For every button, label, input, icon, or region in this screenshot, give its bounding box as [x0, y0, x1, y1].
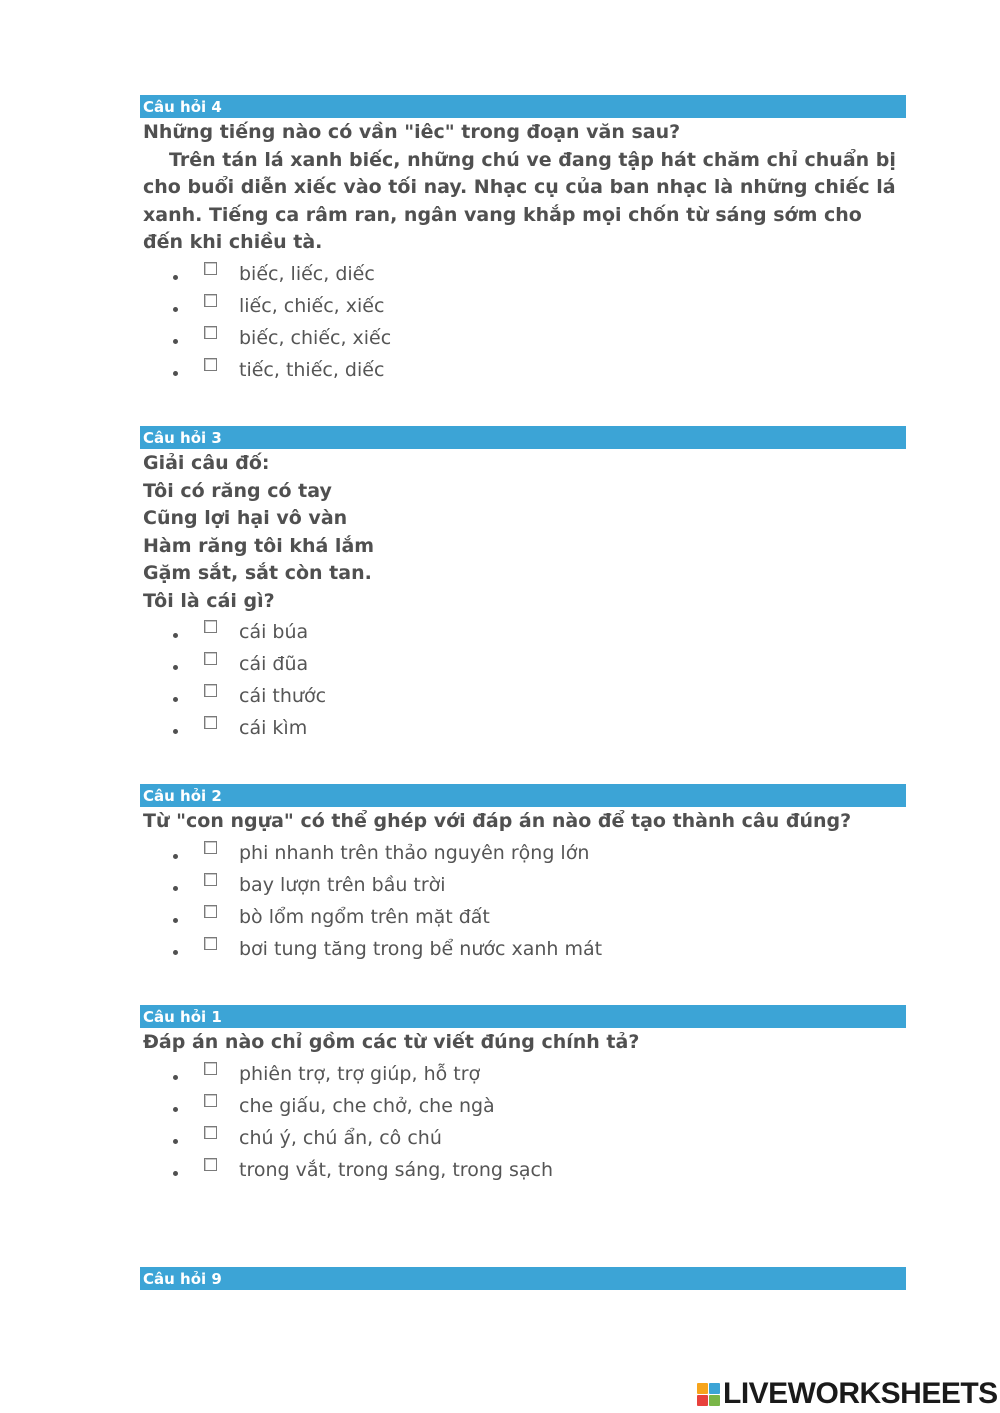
bullet-icon	[173, 339, 178, 344]
question-line: Tôi là cái gì?	[143, 589, 275, 612]
option-label: cái đũa	[239, 653, 309, 675]
checkbox[interactable]	[204, 326, 217, 339]
checkbox[interactable]	[204, 841, 217, 854]
option-label: cái thước	[239, 685, 327, 707]
bullet-icon	[173, 371, 178, 376]
bullet-icon	[173, 1171, 178, 1176]
bullet-icon	[173, 275, 178, 280]
question-header: Câu hỏi 1	[140, 1005, 906, 1028]
question-line: Tôi có răng có tay	[143, 479, 332, 502]
bullet-icon	[173, 1139, 178, 1144]
option-label: tiếc, thiếc, diếc	[239, 359, 385, 381]
option-label: che giấu, che chở, che ngà	[239, 1095, 495, 1117]
logo-mark-tile	[697, 1395, 708, 1406]
checkbox[interactable]	[204, 262, 217, 275]
bullet-icon	[173, 697, 178, 702]
logo-mark-tile	[697, 1383, 708, 1394]
bullet-icon	[173, 918, 178, 923]
bullet-icon	[173, 854, 178, 859]
checkbox[interactable]	[204, 294, 217, 307]
option-label: chú ý, chú ẩn, cô chú	[239, 1127, 442, 1149]
logo-mark-icon	[697, 1383, 720, 1406]
logo-mark-tile	[709, 1383, 720, 1394]
option-label: biếc, chiếc, xiếc	[239, 327, 392, 349]
option-label: phi nhanh trên thảo nguyên rộng lớn	[239, 842, 590, 864]
option-label: biếc, liếc, diếc	[239, 263, 375, 285]
question-prompt: Đáp án nào chỉ gồm các từ viết đúng chính tả?	[143, 1031, 640, 1053]
bullet-icon	[173, 307, 178, 312]
question-text	[143, 808, 903, 836]
question-text	[143, 450, 903, 615]
checkbox[interactable]	[204, 716, 217, 729]
liveworksheets-logo	[697, 1378, 998, 1410]
question-header: Câu hỏi 3	[140, 426, 906, 449]
bullet-icon	[173, 1107, 178, 1112]
checkbox[interactable]	[204, 937, 217, 950]
bullet-icon	[173, 633, 178, 638]
option-label: liếc, chiếc, xiếc	[239, 295, 385, 317]
checkbox[interactable]	[204, 684, 217, 697]
question-line: Cũng lợi hại vô vàn	[143, 507, 348, 529]
question-line: Hàm răng tôi khá lắm	[143, 534, 375, 557]
question-header: Câu hỏi 9	[140, 1267, 906, 1290]
checkbox[interactable]	[204, 620, 217, 633]
bullet-icon	[173, 950, 178, 955]
checkbox[interactable]	[204, 358, 217, 371]
question-header: Câu hỏi 4	[140, 95, 906, 118]
option-label: phiên trợ, trợ giúp, hỗ trợ	[239, 1063, 481, 1085]
question-text	[143, 119, 903, 257]
bullet-icon	[173, 886, 178, 891]
question-header: Câu hỏi 2	[140, 784, 906, 807]
question-text	[143, 1029, 903, 1057]
bullet-icon	[173, 1075, 178, 1080]
checkbox[interactable]	[204, 1158, 217, 1171]
logo-text: LIVEWORKSHEETS	[723, 1377, 998, 1410]
option-label: trong vắt, trong sáng, trong sạch	[239, 1159, 554, 1181]
option-label: cái kìm	[239, 717, 308, 739]
bullet-icon	[173, 665, 178, 670]
option-label: bơi tung tăng trong bể nước xanh mát	[239, 938, 603, 960]
checkbox[interactable]	[204, 1062, 217, 1075]
checkbox[interactable]	[204, 873, 217, 886]
checkbox[interactable]	[204, 905, 217, 918]
bullet-icon	[173, 729, 178, 734]
question-prompt: Từ "con ngựa" có thể ghép với đáp án nào để tạo thành câu đúng?	[143, 810, 852, 832]
question-line: Giải câu đố:	[143, 452, 270, 474]
question-prompt: Những tiếng nào có vần "iêc" trong đoạn văn sau?	[143, 121, 681, 143]
option-label: bò lổm ngổm trên mặt đất	[239, 906, 490, 928]
checkbox[interactable]	[204, 652, 217, 665]
question-line: Gặm sắt, sắt còn tan.	[143, 562, 372, 584]
option-label: cái búa	[239, 621, 309, 643]
logo-mark-tile	[709, 1395, 720, 1406]
checkbox[interactable]	[204, 1126, 217, 1139]
option-label: bay lượn trên bầu trời	[239, 874, 446, 896]
question-passage: Trên tán lá xanh biếc, những chú ve đang tập hát chăm chỉ chuẩn bị cho buổi diễn xiếc vào tối nay. Nhạc cụ của ban nhạc là những chiếc lá xanh. Tiếng ca râm ran, ngân vang khắp mọi chốn từ sáng sớm cho đến khi chiều tà.	[143, 148, 896, 253]
checkbox[interactable]	[204, 1094, 217, 1107]
